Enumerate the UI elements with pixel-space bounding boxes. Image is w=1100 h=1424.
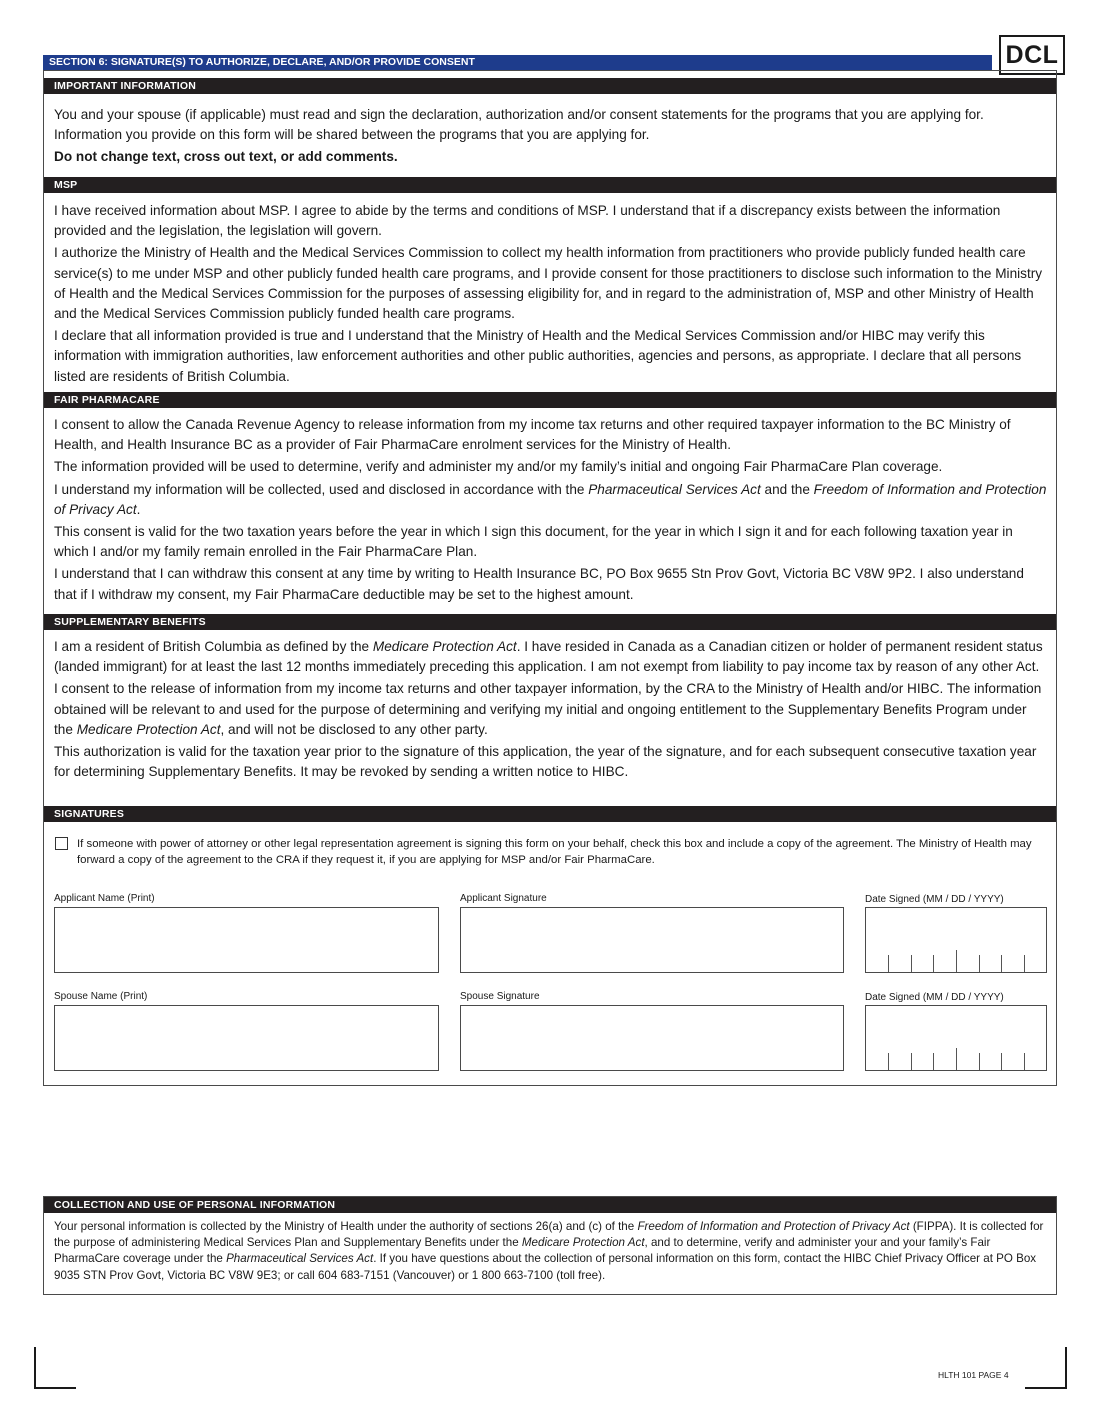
pharmacare-paragraph-1: I consent to allow the Canada Revenue Agency to release information from my income tax returns and other required taxpayer information to the BC Ministry of Health, and Health Insurance BC as a provider of Fair PharmaCare enrolment services for the Ministry of Health.	[54, 417, 1011, 453]
medicare-act-ref: Medicare Protection Act	[521, 1236, 645, 1250]
date-divider	[911, 955, 912, 972]
supplementary-text	[54, 637, 1049, 782]
date-divider	[979, 955, 980, 972]
fippa-ref: Freedom of Information and Protection of Privacy Act	[637, 1220, 910, 1233]
date-divider	[1024, 955, 1025, 972]
date-divider	[956, 950, 957, 972]
date-divider	[933, 1053, 934, 1070]
applicant-date-label: Date Signed (MM / DD / YYYY)	[865, 894, 1004, 905]
spouse-date-field[interactable]	[865, 1005, 1047, 1071]
spouse-signature-label: Spouse Signature	[460, 991, 540, 1002]
medicare-act-ref: Medicare Protection Act	[372, 639, 517, 654]
medicare-act-ref: Medicare Protection Act	[76, 721, 221, 737]
important-text	[54, 105, 1049, 168]
spouse-name-field[interactable]	[54, 1005, 439, 1071]
pharmacare-paragraph-2: The information provided will be used to determine, verify and administer my and/or my family’s initial and ongoing Fair PharmaCare Plan coverage.	[54, 459, 943, 475]
supplementary-paragraph-3: This authorization is valid for the taxation year prior to the signature of this application, the year of the signature, and for each subsequent consecutive taxation year for determining Supplementary Benefits. It may be revoked by sending a written notice to HIBC.	[54, 744, 1037, 780]
date-divider	[888, 955, 889, 972]
supplementary-paragraph-1: I am a resident of British Columbia as defined by the Medicare Protection Act. I have resided in Canada as a Canadian citizen or holder of permanent resident status (landed immigrant) for at least the last 12 months immediately preceding this application. I am not exempt from liability to pay income tax by reason of any other Act.	[54, 639, 1043, 675]
applicant-date-field[interactable]	[865, 907, 1047, 973]
important-paragraph: You and your spouse (if applicable) must read and sign the declaration, authorization and/or consent statements for the programs that you are applying for. Information you provide on this form will be shared between the programs that you are applying for.	[54, 107, 984, 143]
date-divider	[1001, 1053, 1002, 1070]
msp-paragraph-1: I have received information about MSP. I agree to abide by the terms and conditions of MSP. I understand that if a discrepancy exists between the information provided and the legislation, the legislation will govern.	[54, 203, 1001, 239]
pharmacare-text	[54, 415, 1049, 605]
section-title: SECTION 6: SIGNATURE(S) TO AUTHORIZE, DECLARE, AND/OR PROVIDE CONSENT	[43, 55, 992, 70]
msp-heading: MSP	[44, 177, 1056, 193]
poa-checkbox[interactable]	[55, 837, 68, 850]
date-divider	[888, 1053, 889, 1070]
applicant-signature-field[interactable]	[460, 907, 844, 973]
pharmacare-paragraph-5: I understand that I can withdraw this consent at any time by writing to Health Insurance BC, PO Box 9655 Stn Prov Govt, Victoria BC V8W 9P2. I also understand that if I withdraw my consent, my Fair PharmaCare deductible may be set to the highest amount.	[54, 566, 1024, 602]
spouse-name-label: Spouse Name (Print)	[54, 991, 148, 1002]
applicant-name-field[interactable]	[54, 907, 439, 973]
dcl-badge: DCL	[999, 35, 1065, 75]
supplementary-heading: SUPPLEMENTARY BENEFITS	[44, 614, 1056, 630]
fippa-ref: Freedom of Information and Protection of Privacy Act	[54, 481, 1047, 517]
date-divider	[1024, 1053, 1025, 1070]
collection-section	[43, 1196, 1057, 1295]
pharmaceutical-act-ref: Pharmaceutical Services Act	[226, 1252, 374, 1266]
applicant-name-label: Applicant Name (Print)	[54, 893, 155, 904]
msp-paragraph-2: I authorize the Ministry of Health and the Medical Services Commission to collect my health information from practitioners who provide publicly funded health care service(s) to me under MSP and other publicly funded health care programs, and I provide consent for those practitioners to disclose such information to the Ministry of Health and the Medical Services Commission for the purposes of assessing eligibility for, and in regard to the administration of, MSP and other Ministry of Health and the Medical Services Commission publicly funded health care programs.	[54, 245, 1043, 322]
date-divider	[979, 1053, 980, 1070]
pharmaceutical-act-ref: Pharmaceutical Services Act	[588, 481, 761, 497]
msp-text	[54, 201, 1049, 387]
pharmacare-paragraph-4: This consent is valid for the two taxation years before the year in which I sign this document, for the year in which I sign it and for each following taxation year in which I and/or my family remain enrolled in the Fair PharmaCare Plan.	[54, 524, 1013, 560]
supplementary-paragraph-2: I consent to the release of information from my income tax returns and other taxpayer information, by the CRA to the Ministry of Health and/or HIBC. The information obtained will be relevant to and used for the purpose of determining and verifying my initial and ongoing entitlement to the Supplementary Benefits Program under the Medicare Protection Act, and will not be disclosed to any other party.	[54, 681, 1042, 737]
poa-text: If someone with power of attorney or other legal representation agreement is signing this form on your behalf, check this box and include a copy of the agreement. The Ministry of Health may forward a copy of the agreement to the CRA if they request it, if you are applying for MSP and/or Fair PharmaCare.	[77, 838, 1032, 866]
pharmacare-paragraph-3: I understand my information will be collected, used and disclosed in accordance with the Pharmaceutical Services Act and the Freedom of Information and Protection of Privacy Act.	[54, 481, 1047, 517]
date-divider	[933, 955, 934, 972]
date-divider	[911, 1053, 912, 1070]
msp-paragraph-3: I declare that all information provided is true and I understand that the Ministry of Health and the Medical Services Commission and/or HIBC may verify this information with immigration authorities, law enforcement authorities and other public authorities, agencies and persons, as appropriate. I declare that all persons listed are residents of British Columbia.	[54, 328, 1022, 384]
collection-heading: COLLECTION AND USE OF PERSONAL INFORMATION	[44, 1197, 1056, 1213]
crop-mark-left	[34, 1347, 76, 1389]
crop-mark-right	[1025, 1347, 1067, 1389]
no-change-notice: Do not change text, cross out text, or add comments.	[54, 149, 398, 165]
important-heading: IMPORTANT INFORMATION	[44, 78, 1056, 94]
pharmacare-heading: FAIR PHARMACARE	[44, 392, 1056, 408]
date-divider	[956, 1048, 957, 1070]
spouse-date-label: Date Signed (MM / DD / YYYY)	[865, 992, 1004, 1003]
date-divider	[1001, 955, 1002, 972]
collection-text: Your personal information is collected by the Ministry of Health under the authority of sections 26(a) and (c) of the Freedom of Information and Protection of Privacy Act (FIPPA). It is collected for the purpose of administering Medical Services Plan and Supplementary Benefits under the Medicare Protection Act, and to determine, verify and administer your and your family’s Fair PharmaCare coverage under the Pharmaceutical Services Act. If you have questions about the collection of personal information on this form, contact the HIBC Chief Privacy Officer at PO Box 9035 STN Prov Govt, Victoria BC V8W 9E3; or call 604 683-7151 (Vancouver) or 1 800 663-7100 (toll free).	[54, 1220, 1044, 1282]
signature-section	[43, 70, 1057, 1086]
page-number: HLTH 101 PAGE 4	[938, 1370, 1009, 1380]
signatures-heading: SIGNATURES	[44, 806, 1056, 822]
applicant-signature-label: Applicant Signature	[460, 893, 547, 904]
spouse-signature-field[interactable]	[460, 1005, 844, 1071]
